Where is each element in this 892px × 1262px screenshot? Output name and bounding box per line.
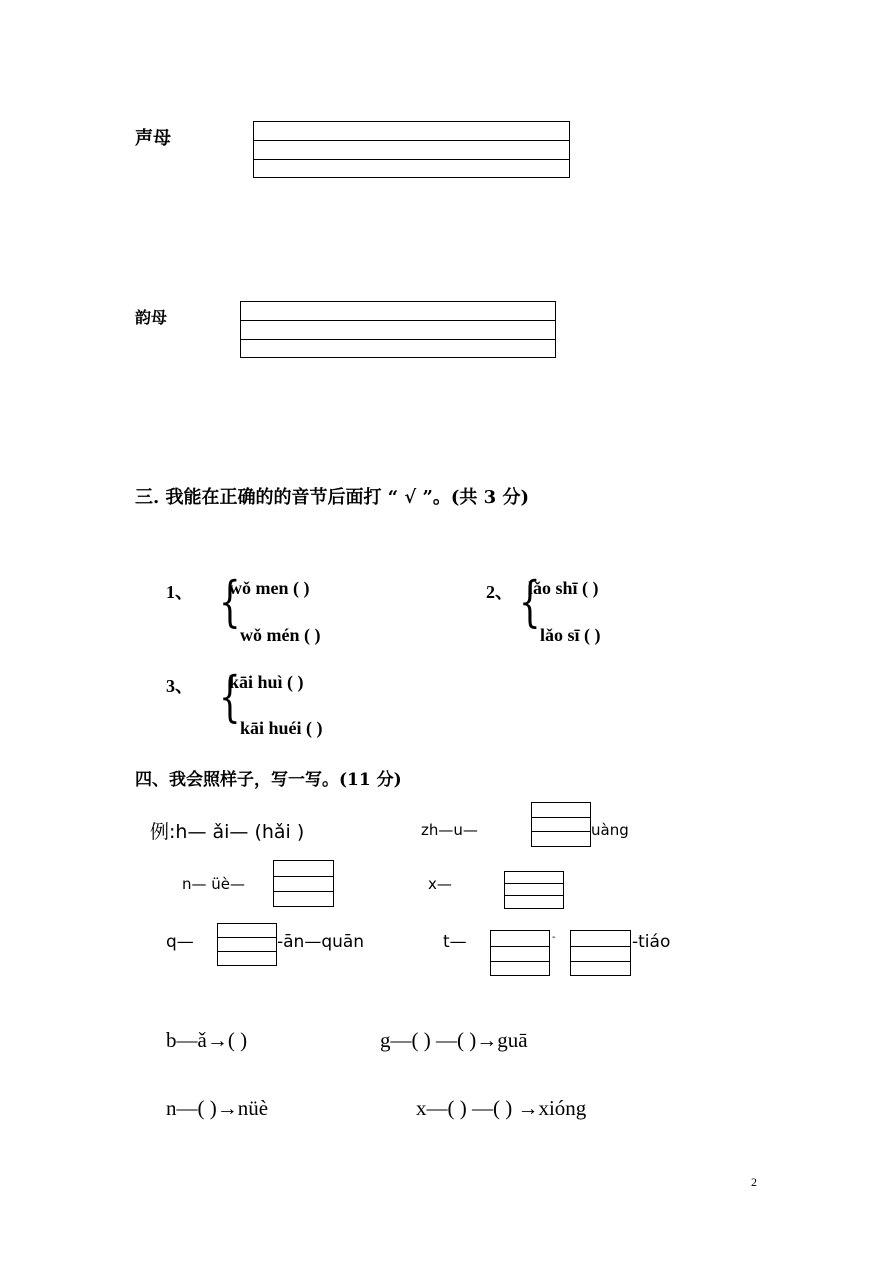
row3-right-grid-1[interactable] xyxy=(490,930,550,976)
row2-right-grid[interactable] xyxy=(504,871,564,909)
row1-right-suffix: uàng xyxy=(591,821,629,839)
line4-left[interactable]: b—ǎ→( ) xyxy=(166,1028,248,1052)
row3-right-separator: - xyxy=(552,932,556,943)
row2-left-grid[interactable] xyxy=(273,860,334,907)
item-2-option-2[interactable]: lǎo sī ( ) xyxy=(540,625,601,645)
yunmu-label: 韵母 xyxy=(135,308,168,327)
section-san-title: 三. 我能在正确的的音节后面打 “ √ ”。(共 3 分) xyxy=(135,487,529,508)
shengmu-label: 声母 xyxy=(135,128,171,149)
item-3-number: 3、 xyxy=(166,676,193,696)
line5-left[interactable]: n—( )→nüè xyxy=(166,1096,269,1120)
item-1-option-1[interactable]: wǒ men ( ) xyxy=(229,578,310,598)
row3-right-suffix: -tiáo xyxy=(632,932,671,952)
item-3-option-2[interactable]: kāi huéi ( ) xyxy=(240,718,323,738)
item-3-option-1[interactable]: kāi huì ( ) xyxy=(229,672,304,692)
item-1-brace: { xyxy=(219,570,241,635)
item-1-number: 1、 xyxy=(166,582,193,602)
item-1-option-2[interactable]: wǒ mén ( ) xyxy=(240,625,321,645)
item-2-option-1[interactable]: lǎo shī ( ) xyxy=(528,578,599,598)
item-3-brace: { xyxy=(219,665,241,730)
section-si-title: 四、我会照样子，写一写。(11 分) xyxy=(135,770,402,790)
row2-left-text: n— üè— xyxy=(182,875,246,893)
example-text: 例:h— ǎi— (hǎi ) xyxy=(150,821,305,843)
row1-right-prefix: zh—u— xyxy=(421,821,478,839)
item-2-brace: { xyxy=(519,570,541,635)
row2-right-text: x— xyxy=(428,875,452,893)
shengmu-writing-grid[interactable] xyxy=(253,121,570,178)
page-number: 2 xyxy=(751,1175,757,1189)
row3-right-grid-2[interactable] xyxy=(570,930,631,976)
row3-left-grid[interactable] xyxy=(217,923,277,966)
row1-right-grid[interactable] xyxy=(531,802,591,847)
line4-right[interactable]: g—( ) —( )→guā xyxy=(380,1028,528,1052)
line5-right[interactable]: x—( ) —( ) →xióng xyxy=(416,1096,587,1120)
row3-right-prefix: t— xyxy=(443,932,467,952)
yunmu-writing-grid[interactable] xyxy=(240,301,556,358)
item-2-number: 2、 xyxy=(486,582,513,602)
row3-left-prefix: q— xyxy=(166,932,194,952)
row3-left-suffix: -ān—quān xyxy=(277,932,365,952)
